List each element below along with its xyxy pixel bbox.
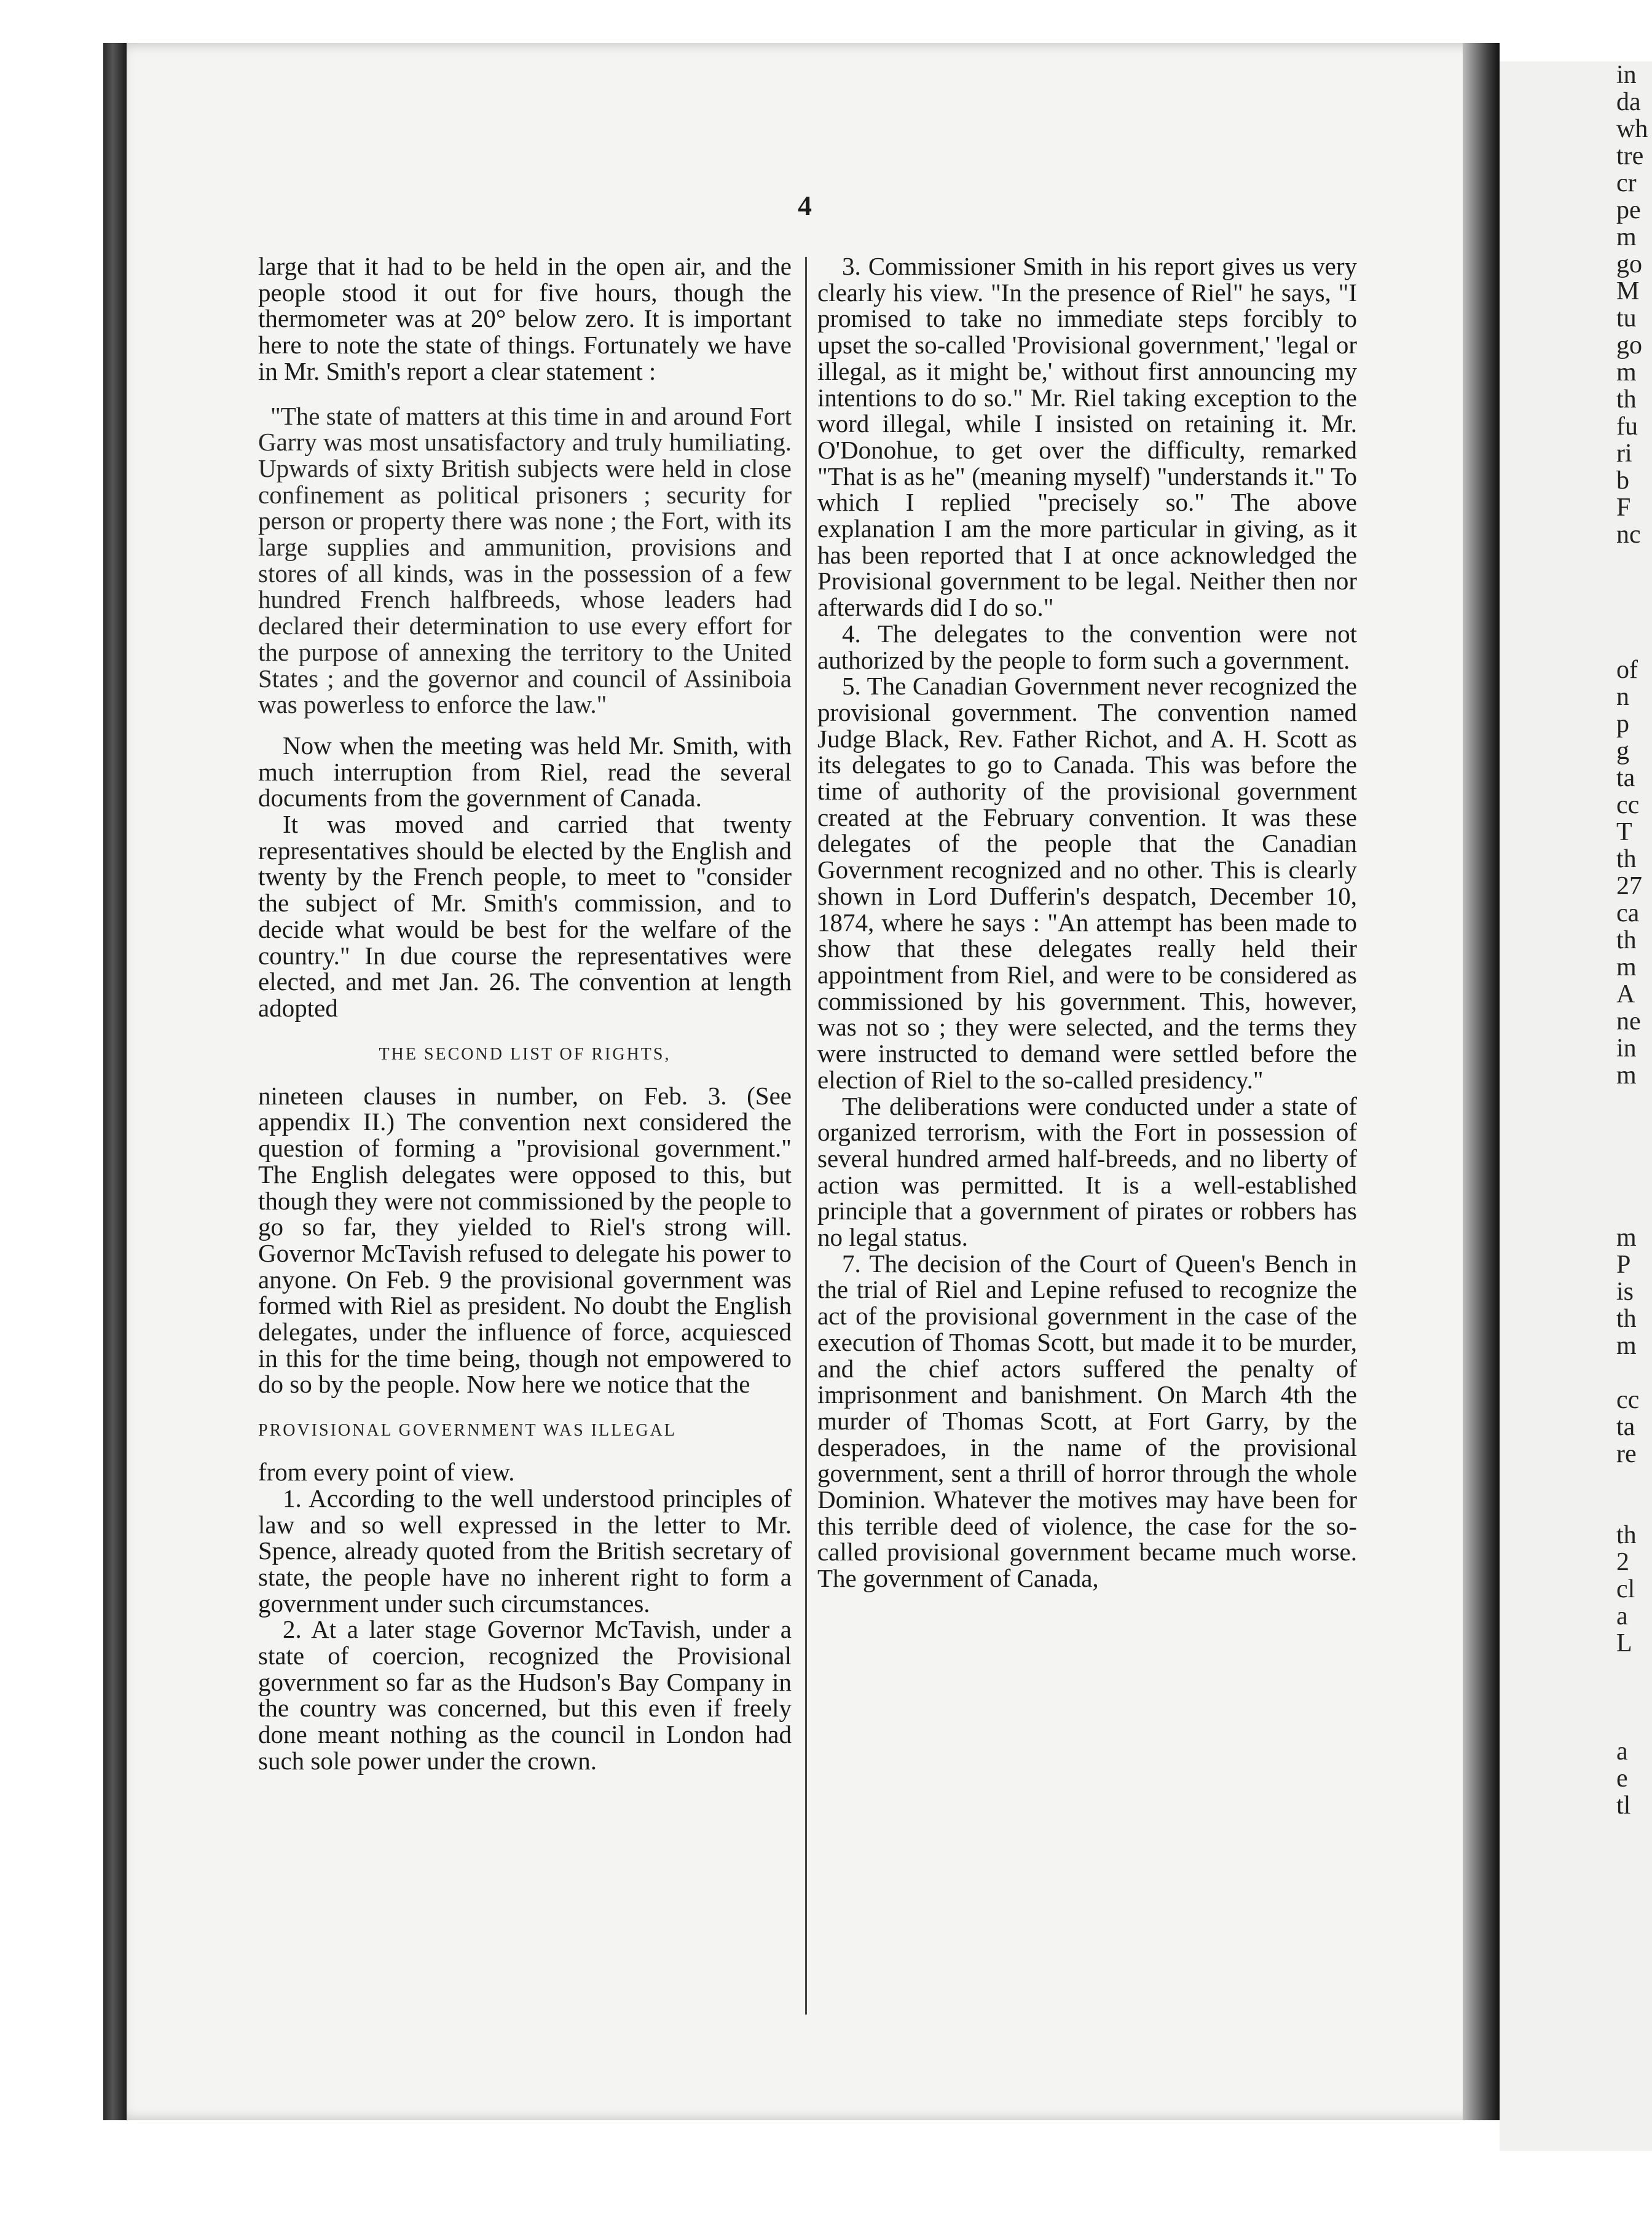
right-column — [817, 253, 1357, 1592]
adjacent-page-fragment: g — [1616, 737, 1629, 765]
adjacent-page-fragment: a — [1616, 1602, 1628, 1630]
paragraph-point-7: 7. The decision of the Court of Queen's Bench in the trial of Riel and Lepine refused to recognize the act of the provisional government in the case of the execution of Thomas Scott, but made it to be murder, and the chief actors suffered the penalty of imprisonment and banishment. On March 4th the murder of Thomas Scott, at Fort Garry, by the desperadoes, in the name of the provisional government, sent a thrill of horror through the whole Dominion. Whatever the motives may have been for this terrible deed of violence, the case for the so-called provisional government became much worse. The government of Canada, — [817, 1249, 1357, 1593]
adjacent-page-fragment — [1616, 1657, 1652, 1684]
adjacent-page-fragment — [1616, 1197, 1652, 1224]
adjacent-page-fragment: T — [1616, 818, 1632, 846]
adjacent-page-fragment: in — [1616, 1034, 1637, 1063]
adjacent-page-fragment: go — [1616, 250, 1642, 278]
adjacent-page-fragment: in — [1616, 61, 1637, 89]
adjacent-page-fragment — [1616, 1711, 1652, 1738]
adjacent-page-fragment — [1616, 1116, 1652, 1143]
page-number: 4 — [798, 190, 812, 221]
adjacent-page-fragment: th — [1616, 385, 1637, 414]
adjacent-page-fragment: pe — [1616, 196, 1641, 224]
adjacent-page-fragment: th — [1616, 1521, 1637, 1549]
subheading-provisional-government-illegal: PROVISIONAL GOVERNMENT WAS ILLEGAL — [258, 1421, 677, 1441]
adjacent-page-fragment — [1616, 1495, 1652, 1522]
adjacent-page-fragment — [1616, 575, 1652, 602]
adjacent-page-fragment: re — [1616, 1440, 1637, 1468]
adjacent-page-fragment: tu — [1616, 304, 1637, 332]
paragraph-point-of-view: from every point of view. — [258, 1458, 515, 1487]
adjacent-page-edge — [1500, 61, 1652, 2151]
adjacent-page-fragment — [1616, 1468, 1652, 1495]
adjacent-page-fragment — [1616, 629, 1652, 656]
adjacent-page-fragment: tre — [1616, 142, 1644, 170]
adjacent-page-fragment: m — [1616, 1332, 1637, 1360]
subheading-second-list-of-rights: THE SECOND LIST OF RIGHTS, — [379, 1044, 671, 1064]
quote-text: "The state of matters at this time in and around Fort Garry was most unsatisfactory and truly humiliating. Upwards of sixty British subjects were held in close confinement as political prisoners ; security for person or property there was none ; the Fort, with its large supplies and ammunition, provisions and stores of all kinds, was in the possession of a few hundred French halfbreeds, whose leaders had declared their determination to use every effort for the purpose of annexing the territory to the United States ; and the governor and council of Assiniboia was powerless to enforce the law." — [258, 401, 792, 719]
adjacent-page-fragment: ta — [1616, 1413, 1635, 1441]
adjacent-page-fragment — [1616, 1170, 1652, 1197]
adjacent-page-fragment: tl — [1616, 1791, 1631, 1820]
adjacent-page-fragment — [1616, 548, 1652, 575]
adjacent-page-fragment: 2 — [1616, 1548, 1629, 1576]
adjacent-page-fragment — [1616, 1359, 1652, 1386]
adjacent-page-fragment: cc — [1616, 1386, 1640, 1414]
paragraph-meeting: Now when the meeting was held Mr. Smith, with much interruption from Riel, read the several documents from the government of Canada. — [258, 731, 792, 812]
page-gutter-shadow — [1463, 43, 1500, 2120]
adjacent-page-fragment: m — [1616, 358, 1637, 387]
adjacent-page-fragment: of — [1616, 656, 1638, 684]
paragraph-point-1: 1. According to the well understood principles of law and so well expressed in the letter to Mr. Spence, already quoted from the British secretary of state, the people have no inherent right to form a government under such circumstances. — [258, 1484, 792, 1618]
adjacent-page-fragment: th — [1616, 845, 1637, 873]
paragraph-moved: It was moved and carried that twenty representatives should be elected by the English and twenty by the French people, to meet to "consider the subject of Mr. Smith's commission, and to decide what would be best for the welfare of the country." In due course the representatives were elected, and met Jan. 26. The convention at length adopted — [258, 810, 792, 1022]
adjacent-page-fragment: cr — [1616, 169, 1637, 197]
smith-report-quote — [258, 403, 792, 718]
adjacent-page-fragment: M — [1616, 277, 1640, 305]
adjacent-page-fragment: m — [1616, 1061, 1637, 1090]
adjacent-page-fragment: th — [1616, 1305, 1637, 1333]
paragraph-point-5: 5. The Canadian Government never recognized the provisional government. The convention named Judge Black, Rev. Father Richot, and A. H. Scott as its delegates to go to Canada. This was before the time of authority of the provisional government created at the February convention. It was these delegates of the people that the Canadian Government recognized and no other. This is clearly shown in Lord Dufferin's despatch, December 10, 1874, where he says : "An attempt has been made to show that these delegates really held their appointment from Riel, and were to be considered as commissioned by his government. This, however, was not so ; they were selected, and the terms they were instructed to demand were settled before the election of Riel to the so-called presidency." — [817, 672, 1357, 1094]
paragraph-point-3: 3. Commissioner Smith in his report gives us very clearly his view. "In the presence of Riel" he says, "I promised to take no immediate steps forcibly to upset the so-called 'Provisional government,' 'legal or illegal, as it might be,' without first announcing my intentions to do so." Mr. Riel taking exception to the word illegal, while I insisted on retaining it. Mr. O'Donohue, to get over the difficulty, remarked "That is as he" (meaning myself) "understands it." To which I replied "precisely so." The above explanation I am the more particular in giving, as it has been reported that I at once acknowledged the Provisional government to be legal. Neither then nor afterwards did I do so." — [817, 252, 1357, 622]
adjacent-page-fragment: P — [1616, 1251, 1631, 1279]
column-divider — [805, 257, 807, 2015]
adjacent-page-fragment: go — [1616, 331, 1642, 360]
adjacent-page-fragment: wh — [1616, 115, 1648, 143]
left-column — [258, 253, 792, 1774]
paragraph-point-4: 4. The delegates to the convention were not authorized by the people to form such a government. — [817, 619, 1357, 674]
adjacent-page-fragment: ca — [1616, 899, 1640, 927]
adjacent-page-fragment: nc — [1616, 521, 1641, 549]
adjacent-page-fragment: L — [1616, 1629, 1632, 1657]
adjacent-page-fragment: A — [1616, 980, 1635, 1008]
adjacent-page-fragment: m — [1616, 1224, 1637, 1252]
adjacent-page-fragment — [1616, 1684, 1652, 1711]
adjacent-page-fragment: F — [1616, 493, 1631, 522]
paragraph-point-2: 2. At a later stage Governor McTavish, under a state of coercion, recognized the Provisional government so far as the Hudson's Bay Company in the country was concerned, but this even if freely done meant nothing as the council in London had such sole power under the crown. — [258, 1615, 792, 1775]
book-spine-edge — [103, 43, 127, 2120]
adjacent-page-fragment — [1616, 1089, 1652, 1116]
adjacent-page-fragment: e — [1616, 1764, 1628, 1793]
adjacent-page-fragment: ta — [1616, 764, 1635, 792]
adjacent-page-fragment: m — [1616, 953, 1637, 981]
adjacent-page-fragment: ne — [1616, 1007, 1641, 1036]
adjacent-page-fragment: th — [1616, 926, 1637, 954]
adjacent-page-fragment: is — [1616, 1278, 1634, 1306]
adjacent-page-fragment: n — [1616, 683, 1629, 711]
paragraph-clauses: nineteen clauses in number, on Feb. 3. (See appendix II.) The convention next considered the question of forming a "provisional government." The English delegates were opposed to this, but though they were not commissioned by the people to go so far, they yielded to Riel's strong will. Governor McTavish refused to delegate his power to anyone. On Feb. 9 the provisional government was formed with Riel as president. No doubt the English delegates, under the influence of force, acquiesced in this for the time being, though not empowered to do so by the people. Now here we notice that the — [258, 1081, 792, 1399]
adjacent-page-fragment: ri — [1616, 439, 1632, 468]
adjacent-page-fragment: fu — [1616, 412, 1638, 441]
adjacent-page-fragment — [1616, 602, 1652, 629]
adjacent-page-fragment — [1616, 1143, 1652, 1170]
adjacent-page-fragment: cl — [1616, 1575, 1635, 1603]
adjacent-page-fragment: m — [1616, 223, 1637, 251]
adjacent-page-fragment: p — [1616, 710, 1629, 738]
adjacent-page-fragment: a — [1616, 1737, 1628, 1766]
adjacent-page-fragment: 27 — [1616, 872, 1642, 900]
adjacent-page-fragment: b — [1616, 466, 1629, 495]
adjacent-page-fragment: da — [1616, 88, 1641, 116]
paragraph-opening: large that it had to be held in the open air, and the people stood it out for five hours, though the thermometer was at 20° below zero. It is important here to note the state of things. Fortunately we have in Mr. Smith's report a clear statement : — [258, 252, 792, 385]
adjacent-page-fragment: cc — [1616, 791, 1640, 819]
paragraph-deliberations: The deliberations were conducted under a state of organized terrorism, with the Fort in possession of several hundred armed half-breeds, and no liberty of action was permitted. It is a well-established principle that a government of pirates or robbers has no legal status. — [817, 1091, 1357, 1252]
